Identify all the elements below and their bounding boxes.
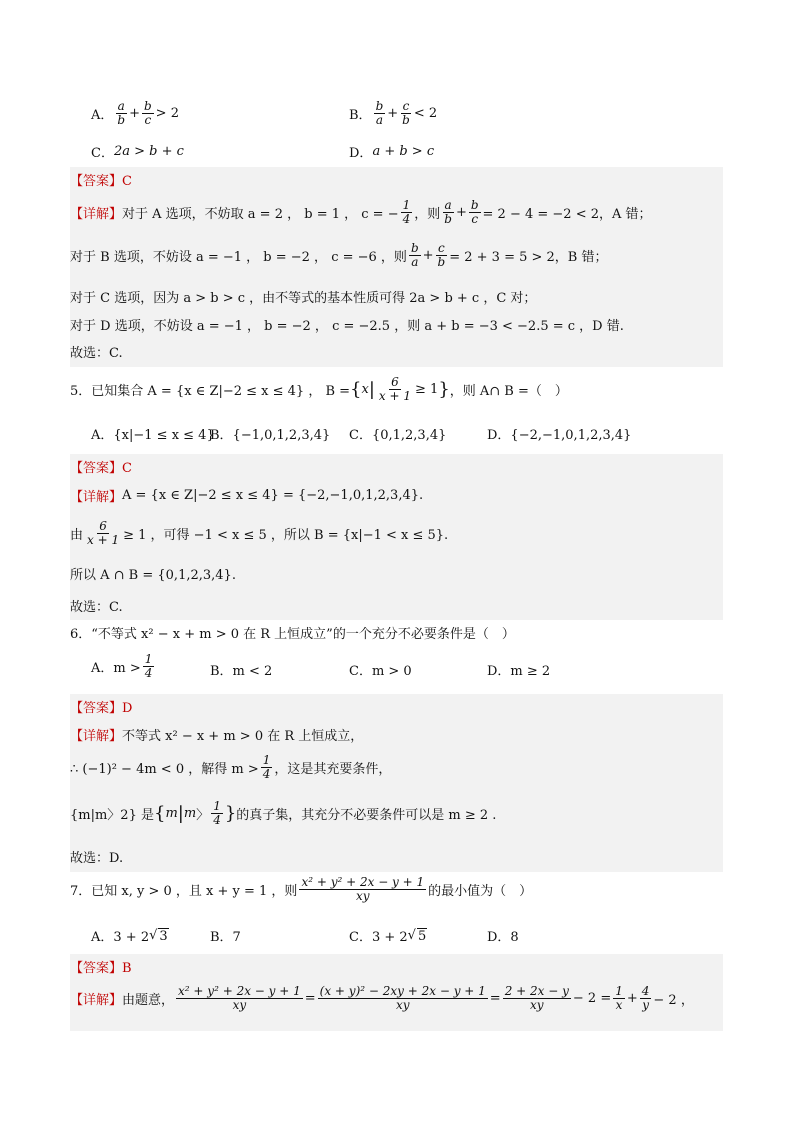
q4-answer: 【答案】C: [70, 174, 132, 189]
q5-answer: 【答案】C: [70, 461, 132, 476]
q7-option-a: A．3 + 2 √ 3: [91, 928, 168, 945]
q6-stem: 6．“不等式 x² − x + m > 0 在 R 上恒成立”的一个充分不必要条件是（ ）: [70, 627, 515, 642]
q7-option-c: C．3 + 2 √ 5: [349, 928, 427, 945]
q6-conclusion: 故选：D.: [70, 851, 124, 866]
q6-answer-block: [70, 694, 723, 872]
q6-option-c: C．m > 0: [349, 664, 412, 679]
q5-detail-line-3: 所以 A ∩ B = {0,1,2,3,4}.: [70, 568, 236, 583]
q7-option-b: B．7: [210, 930, 241, 945]
q7-answer: 【答案】B: [70, 961, 132, 976]
fraction-one-quarter: $\frac{1}{4}$: [402, 198, 411, 226]
fraction-b-over-c: $\frac{b}{c}$: [143, 99, 152, 127]
q6-detail-line-3: {m|m〉2} 是 { m | m 〉 $\frac{1}{4}$ } 的真子集，其充分不必要条件可以是 m ≥ 2 .: [70, 799, 497, 827]
q4-detail-line-1: 【详解】 对于 A 选项，不妨取 a = 2 ， b = 1 ， c = − $\frac{1}{4}$ ，则 $\frac{a}{b}$ + $\frac{b}{c}$ = 2 − 4 = −2 < 2，A 错；: [70, 198, 652, 226]
q4-detail-line-4: 对于 D 选项，不妨设 a = −1 ， b = −2 ， c = −2.5 ，则 a + b = −3 < −2.5 = c ，D 错.: [70, 319, 624, 334]
q4-option-d: D． a + b > c: [349, 144, 435, 161]
q6-option-d: D．m ≥ 2: [487, 664, 551, 679]
q5-stem: 5．已知集合 A = {x ∈ Z|−2 ≤ x ≤ 4} ， B = { x | $\frac{6}{x + 1}$ ≥ 1 } ，则 A∩ B =（ ）: [70, 375, 568, 403]
fraction-c-over-b: $\frac{c}{b}$: [402, 99, 410, 127]
fraction-q7-expression: $\frac{\text{x² + y² + 2x − y + 1}}{xy}$: [301, 875, 425, 903]
q6-detail-line-2: ∴ (−1)² − 4m < 0 ，解得 m > $\frac{1}{4}$ ，这是其充要条件，: [70, 753, 392, 781]
q5-answer-block: [70, 454, 723, 620]
q7-option-d: D．8: [487, 930, 519, 945]
q7-stem: 7．已知 x, y > 0 ，且 x + y = 1 ，则 $\frac{\text{x² + y² + 2x − y + 1}}{xy}$ 的最小值为（ ）: [70, 875, 533, 903]
q5-option-a: A．{x|−1 ≤ x ≤ 4}: [91, 428, 215, 443]
fraction-a-over-b: $\frac{a}{b}$: [117, 99, 126, 127]
fraction-b-over-a: $\frac{b}{a}$: [375, 99, 384, 127]
q4-option-b: B． $\frac{b}{a}$ + $\frac{c}{b}$ < 2: [349, 99, 438, 127]
q7-detail-line-1: 【详解】 由题意， $\frac{\text{x² + y² + 2x − y + 1}}{xy}$ = $\frac{\text{(x + y)² − 2xy + 2x − y + 1}}{xy}$ = $\frac{2 + 2x - y}{xy}$ − 2 = $\frac{1}{x}$ + $\frac{4}{y}$ − 2 ，: [70, 984, 694, 1012]
q5-option-d: D．{−2,−1,0,1,2,3,4}: [487, 428, 632, 443]
q6-option-b: B．m < 2: [210, 664, 273, 679]
q7-answer-block: [70, 954, 723, 1031]
q4-detail-line-2: 对于 B 选项，不妨设 a = −1 ， b = −2 ， c = −6 ，则 $\frac{b}{a}$ + $\frac{c}{b}$ = 2 + 3 = 5 > 2，B 错；: [70, 241, 608, 269]
q6-detail-line-1: 【详解】 不等式 x² − x + m > 0 在 R 上恒成立，: [70, 729, 364, 744]
q6-answer: 【答案】D: [70, 701, 133, 716]
q4-option-a: A． $\frac{a}{b}$ + $\frac{b}{c}$ > 2: [91, 99, 179, 127]
q4-option-c: C． 2a > b + c: [91, 144, 184, 161]
q4-conclusion: 故选：C.: [70, 346, 123, 361]
fraction-6-over-x-plus-1: $\frac{6}{x + 1}$: [378, 375, 412, 403]
q5-detail-line-2: 由 $\frac{6}{x + 1}$ ≥ 1 ，可得 −1 < x ≤ 5 ，所以 B = {x|−1 < x ≤ 5}.: [70, 519, 449, 547]
q5-detail-line-1: 【详解】 A = {x ∈ Z|−2 ≤ x ≤ 4} = {−2,−1,0,1,2,3,4}.: [70, 488, 424, 505]
q5-option-c: C．{0,1,2,3,4}: [349, 428, 447, 443]
q5-conclusion: 故选：C.: [70, 600, 123, 615]
q5-option-b: B．{−1,0,1,2,3,4}: [210, 428, 331, 443]
q4-answer-block: [70, 167, 723, 367]
q4-detail-line-3: 对于 C 选项，因为 a > b > c ，由不等式的基本性质可得 2a > b + c ，C 对；: [70, 291, 537, 306]
q6-option-a: A．m > $\frac{1}{4}$: [91, 652, 153, 680]
